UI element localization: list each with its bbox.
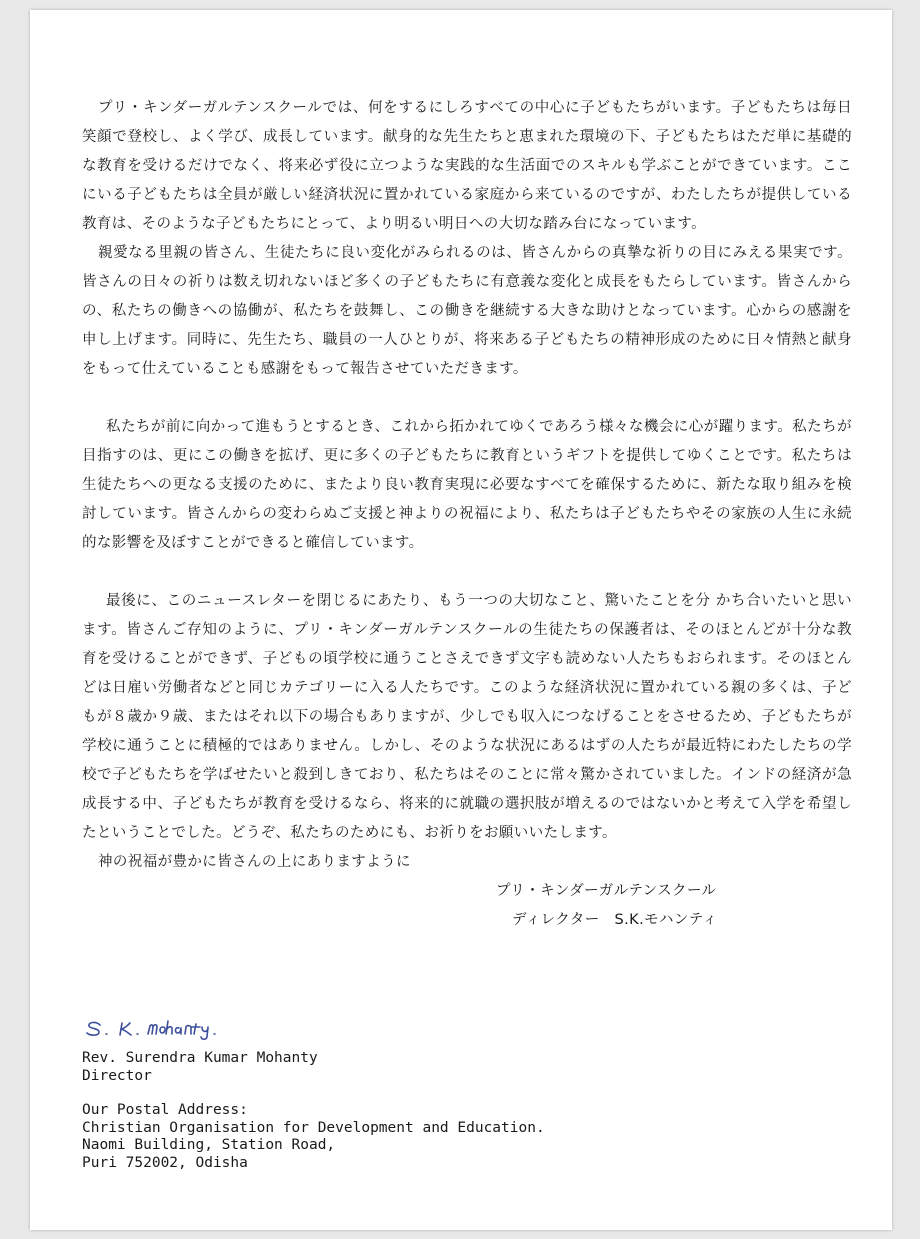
english-signature [82, 1050, 318, 1085]
signature-director-jp: ディレクター S.K.モハンティ [512, 912, 718, 928]
paragraph-gap [82, 558, 852, 587]
signature-title: Director [82, 1067, 152, 1084]
signature-name: Rev. Surendra Kumar Mohanty [82, 1050, 318, 1066]
closing-blessing: 神の祝福が豊かに皆さんの上にありますように [98, 854, 411, 870]
letter-page [30, 10, 892, 1230]
paragraph-gap [82, 384, 852, 413]
paragraph-2: 親愛なる里親の皆さん、生徒たちに良い変化がみられるのは、皆さんからの真摯な祈りの目にみえる果実です。皆さんの日々の祈りは数え切れないほど多くの子どもたちに有意義な変化と成長をもたらしています。皆さんからの、私たちの働きへの協働が、私たちを鼓舞し、この働きを継続する大きな助けとなっています。心からの感謝を申し上げます。同時に、先生たち、職員の一人ひとりが、将来ある子どもたちの精神形成のために日々情熱と献身をもって仕えていることも感謝をもって報告させていただきます。 [82, 245, 852, 377]
letter-body [82, 94, 852, 935]
address-heading: Our Postal Address: [82, 1102, 248, 1118]
address-organisation: Christian Organisation for Development and Education. [82, 1119, 545, 1136]
signature-school-name: プリ・キンダーガルテンスクール [496, 883, 717, 899]
address-city: Puri 752002, Odisha [82, 1154, 248, 1171]
address-street: Naomi Building, Station Road, [82, 1137, 336, 1153]
handwritten-signature [84, 1015, 269, 1041]
paragraph-4: 最後に、このニュースレターを閉じるにあたり、もう一つの大切なこと、驚いたことを分 かち合いたいと思います。皆さんご存知のように、プリ・キンダーガルテンスクールの生徒たちの保護者は、そのほとんどが十分な教育を受けることができず、子どもの頃学校に通うことさえできず文字も読めない人たちもおられます。そのほとんどは日雇い労働者などと同じカテゴリーに入る人たちです。このような経済状況に置かれている親の多くは、子どもが８歳か９歳、またはそれ以下の場合もありますが、少しでも収入につなげることをさせるため、子どもたちが学校に通うことに積極的ではありません。しかし、そのような状況にあるはずの人たちが最近特にわたしたちの学校で子どもたちを学ばせたいと殺到しきており、私たちはそのことに常々驚かされていました。インドの経済が急成長する中、子どもたちが教育を受けるなら、将来的に就職の選択肢が増えるのではないかと考えて入学を希望したということでした。どうぞ、私たちのためにも、お祈りをお願いいたします。 [82, 593, 852, 841]
postal-address [82, 1102, 545, 1172]
paragraph-1: プリ・キンダーガルテンスクールでは、何をするにしろすべての中心に子どもたちがいます。子どもたちは毎日笑顔で登校し、よく学び、成長しています。献身的な先生たちと恵まれた環境の下、子どもたちはただ単に基礎的な教育を受けるだけでなく、将来必ず役に立つような実践的な生活面でのスキルも学ぶことができています。ここにいる子どもたちは全員が厳しい経済状況に置かれている家庭から来ているのですが、わたしたちが提供している教育は、そのような子どもたちにとって、より明るい明日への大切な踏み台になっています。 [82, 100, 852, 232]
paragraph-3: 私たちが前に向かって進もうとするとき、これから拓かれてゆくであろう様々な機会に心が躍ります。私たちが目指すのは、更にこの働きを拡げ、更に多くの子どもたちに教育というギフトを提供してゆくことです。私たちは生徒たちへの更なる支援のために、またより良い教育実現に必要なすべてを確保するために、新たな取り組みを検討しています。皆さんからの変わらぬご支援と神よりの祝福により、私たちは子どもたちやその家族の人生に永続的な影響を及ぼすことができると確信しています。 [82, 419, 852, 551]
